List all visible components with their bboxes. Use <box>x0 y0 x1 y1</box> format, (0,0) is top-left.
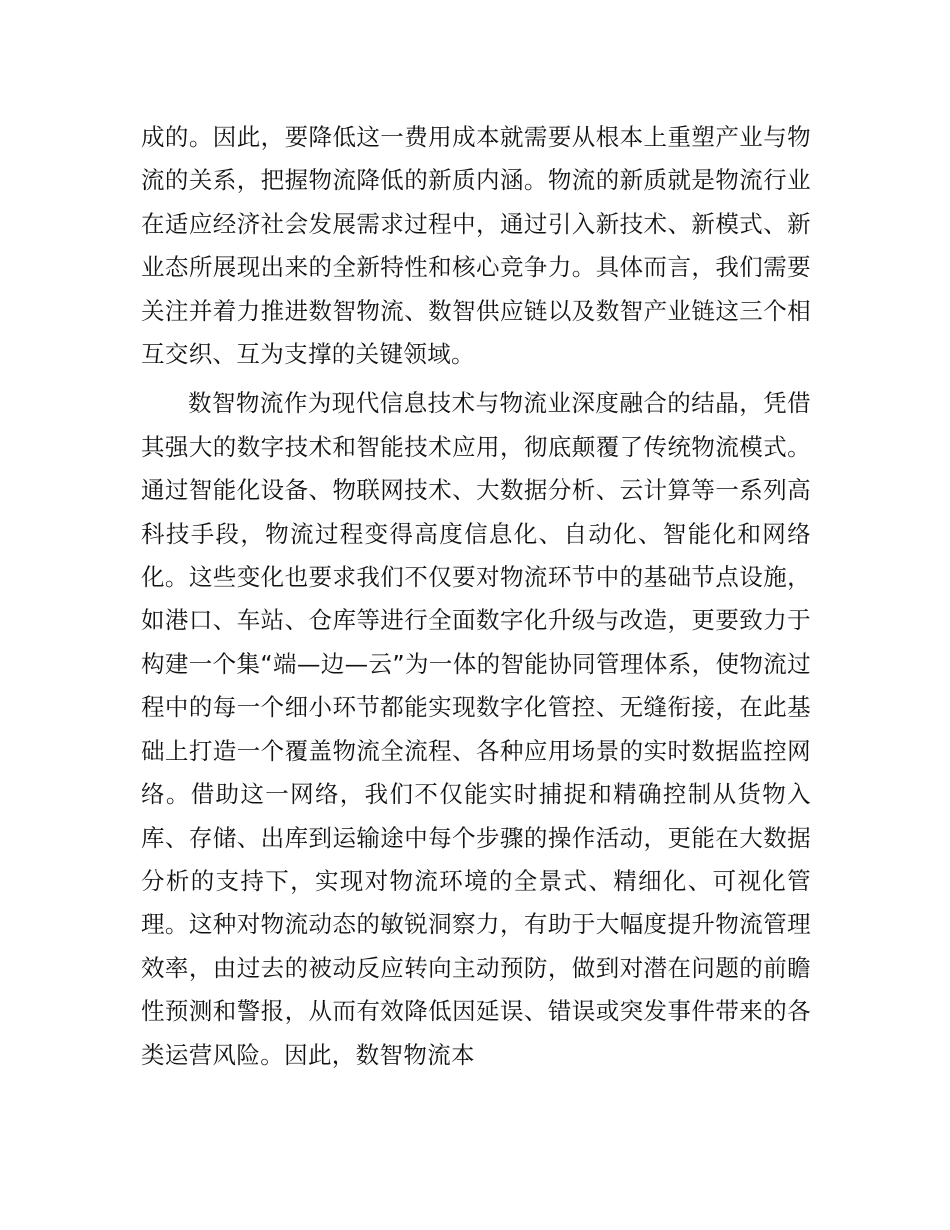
text-line: 新模式、新业态所展现出来的全新特性和核心竞争力。具体而 <box>141 209 811 282</box>
text-line: 系列高科技手段，物流过程变得高度信息化、自动化、智能化 <box>141 476 811 548</box>
paragraph-digital-logistics <box>141 382 811 1077</box>
text-line: 成的。因此，要降低这一费用成本就需要从根本上重塑产 <box>141 123 740 151</box>
text-line: 作活动，更能在大数据分析的支持下，实现对物流环境的全景 <box>141 823 811 895</box>
text-line: 误、错误或突发事件带来的各类运营风险。因此，数智物流本 <box>141 997 811 1069</box>
text-line: 景的实时数据监控网络。借助这一网络，我们不仅能实时捕捉 <box>141 736 812 809</box>
text-line: 助于大幅度提升物流管理效率，由过去的被动反应转向主动预 <box>141 910 811 982</box>
text-line: 式。通过智能化设备、物联网技术、大数据分析、云计算等一 <box>141 432 811 505</box>
text-line: 更要致力于构建一个集“端—边—云”为一体的智能协同管理 <box>141 606 811 678</box>
text-line: 和网络化。这些变化也要求我们不仅要对物流环节中的基础节 <box>141 519 811 592</box>
paragraph-continued <box>141 116 811 376</box>
text-line: 和精确控制从货物入库、存储、出库到运输途中每个步骤的操 <box>141 780 811 852</box>
text-line: 言，我们需要关注并着力推进数智物流、数智供应链以及数智 <box>141 253 811 325</box>
text-line: 业与物流的关系，把握物流降低的新质内涵。物流的新质就是 <box>141 123 811 195</box>
text-line: 借其强大的数字技术和智能技术应用，彻底颠覆了传统物流模 <box>141 389 811 461</box>
text-line: 点设施，如港口、车站、仓库等进行全面数字化升级与改造， <box>141 563 811 635</box>
text-line: 数智物流作为现代信息技术与物流业深度融合的结晶，凭 <box>188 389 788 418</box>
text-line: 产业链这三个相互交织、互为支撑的关键领域。 <box>141 296 811 369</box>
text-line: 防，做到对潜在问题的前瞻性预测和警报，从而有效降低因延 <box>141 953 811 1026</box>
document-page <box>141 116 811 1077</box>
text-line: 无缝衔接，在此基础上打造一个覆盖物流全流程、各种应用场 <box>141 693 811 765</box>
text-line: 式、精细化、可视化管理。这种对物流动态的敏锐洞察力，有 <box>141 866 812 939</box>
text-line: 物流行业在适应经济社会发展需求过程中，通过引入新技术、 <box>141 166 811 238</box>
text-line: 体系，使物流过程中的每一个细小环节都能实现数字化管控、 <box>141 649 811 722</box>
